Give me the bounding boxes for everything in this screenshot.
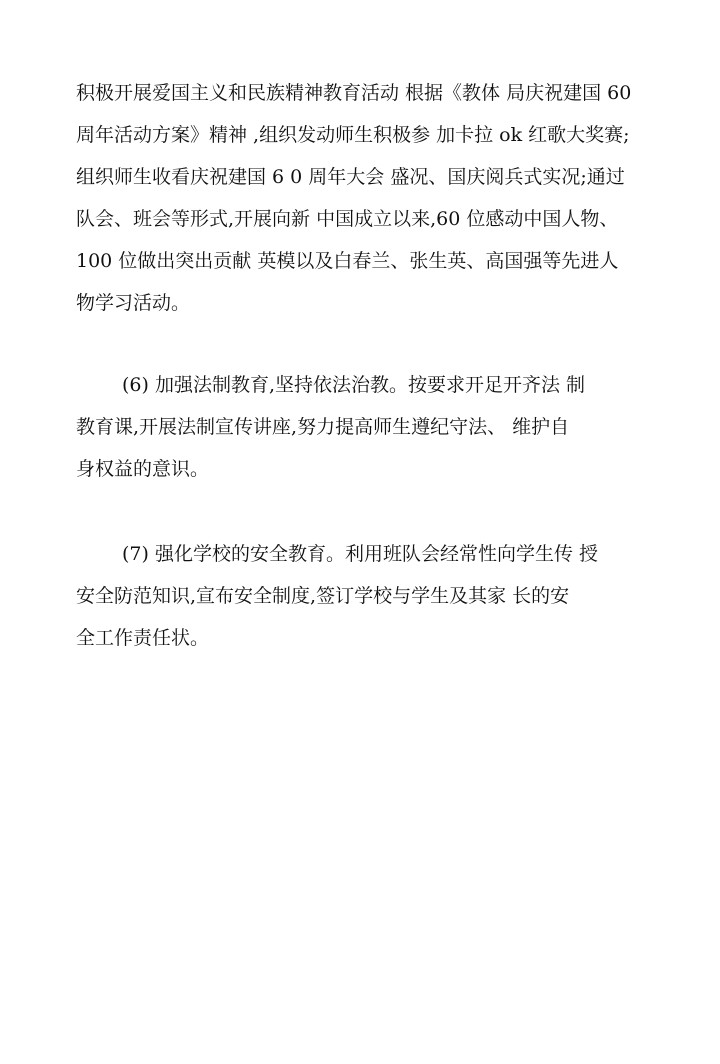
text-line: 周年活动方案》精神 ,组织发动师生积极参 加卡拉 ok 红歌大奖赛; [76, 124, 630, 146]
text-line: 队会、班会等形式,开展向新 中国成立以来,60 位感动中国人物、 [76, 208, 619, 230]
text-line: 组织师生收看庆祝建国 6 0 周年大会 盛况、国庆阅兵式实况;通过 [76, 166, 625, 188]
text-line: 100 位做出突出贡献 英模以及白春兰、张生英、高国强等先进人 [76, 250, 619, 272]
paragraph-legal-education [76, 364, 666, 490]
paragraph-patriotic-education [76, 72, 666, 324]
text-line: 全工作责任状。 [76, 627, 210, 649]
text-line: 安全防范知识,宣布安全制度,签订学校与学生及其家 长的安 [76, 585, 570, 607]
text-line: 教育课,开展法制宣传讲座,努力提高师生遵纪守法、 维护自 [76, 416, 570, 438]
text-line: 积极开展爱国主义和民族精神教育活动 根据《教体 局庆祝建国 60 [76, 82, 632, 104]
text-line: 身权益的意识。 [76, 458, 210, 480]
paragraph-safety-education [76, 533, 666, 659]
text-line: (6) 加强法制教育,坚持依法治教。按要求开足开齐法 制 [122, 374, 586, 396]
text-line: 物学习活动。 [76, 292, 191, 314]
text-line: (7) 强化学校的安全教育。利用班队会经常性向学生传 授 [122, 543, 598, 565]
